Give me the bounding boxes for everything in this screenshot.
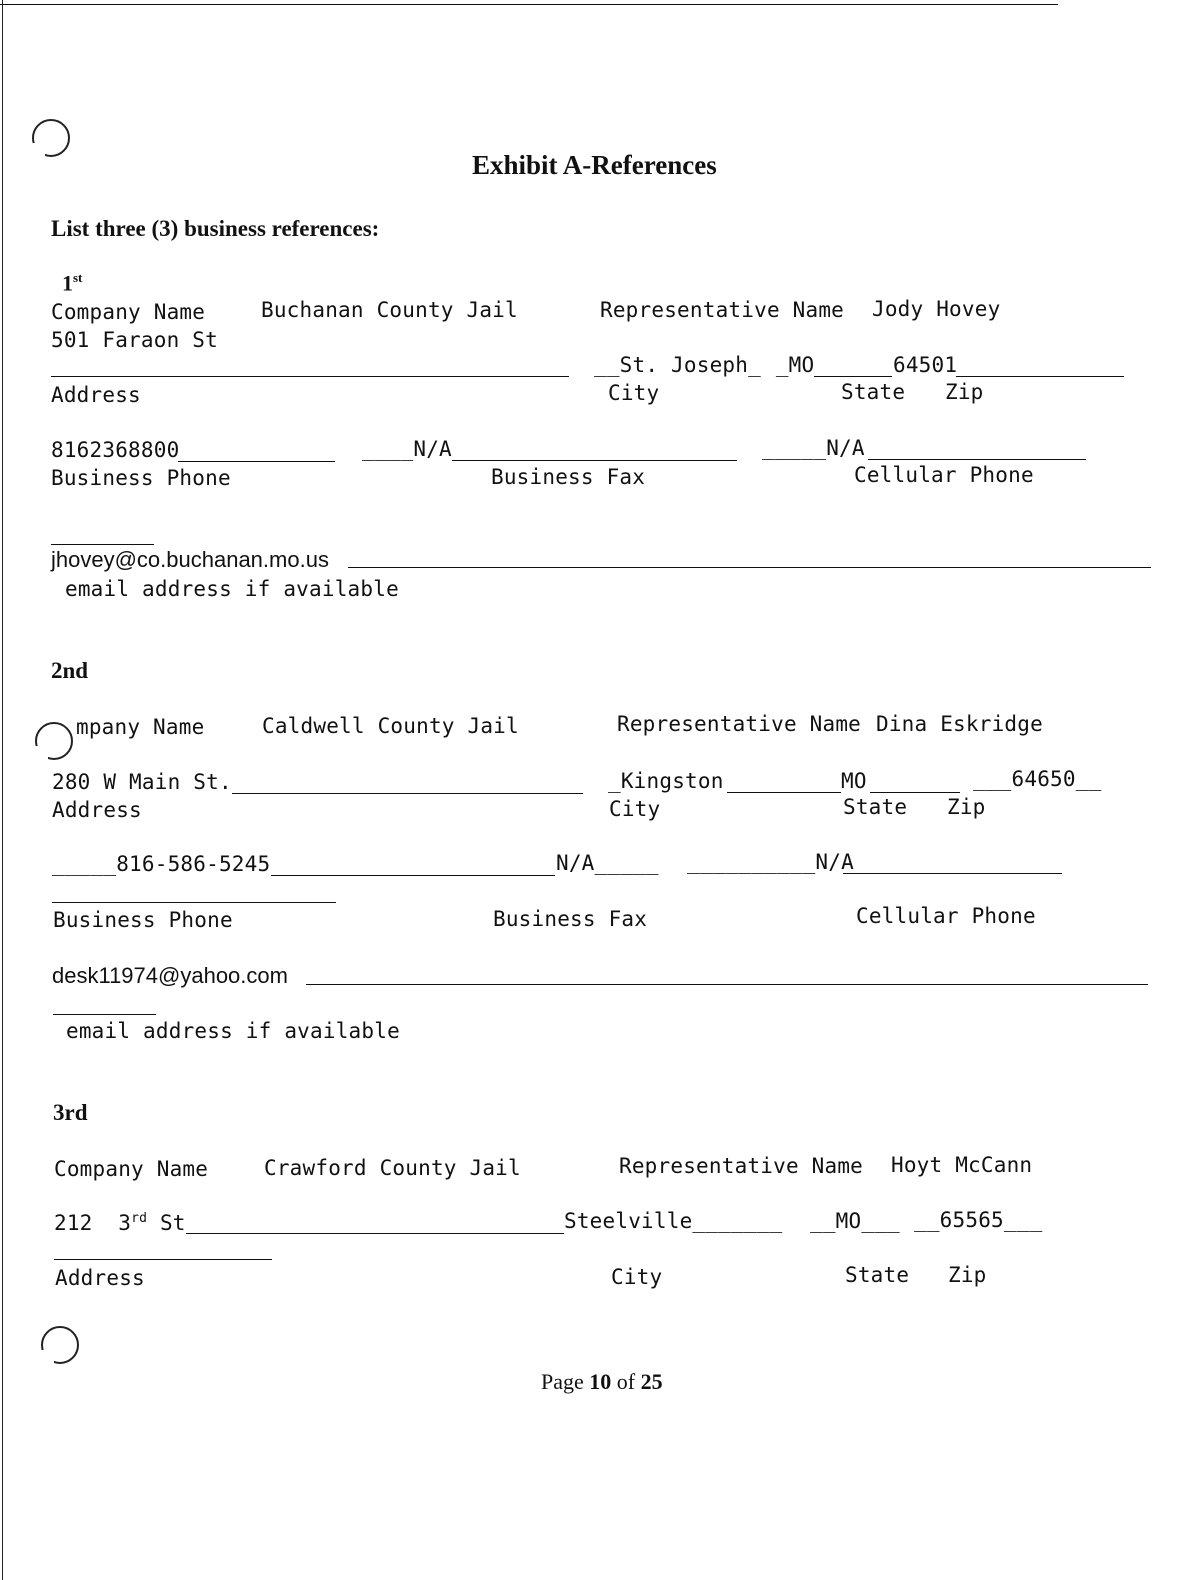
ref3-city-label: City [611,1265,663,1289]
ref2-cell-line [843,873,1062,874]
ref1-representative-label: Representative Name [600,298,845,322]
ref1-cell-label: Cellular Phone [854,463,1034,487]
ref2-phone-value[interactable]: _____816-586-5245 [52,852,271,876]
ref3-street-suffix: rd [131,1211,148,1226]
ref1-email-value[interactable]: jhovey@co.buchanan.mo.us [51,547,329,572]
page-number [541,1369,663,1395]
ref2-email-label: email address if available [66,1019,400,1043]
punch-hole-bottom [41,1326,79,1364]
ref1-phone-value[interactable]: 8162368800 [51,438,180,462]
ref1-city-value[interactable]: __St. Joseph_ [594,353,761,377]
punch-hole-middle [35,722,73,760]
instruction-text: List three (3) business references: [51,216,380,241]
page-of: of [611,1369,641,1394]
ref1-company-value[interactable]: Buchanan County Jail [261,298,518,322]
ref2-zip-label: Zip [947,795,986,819]
ref2-heading: 2nd [51,658,89,683]
ref3-address-label: Address [55,1266,145,1290]
ref3-city-value[interactable]: Steelville_______ [564,1209,783,1233]
ref2-city-value[interactable]: _Kingston [608,769,724,793]
ref1-address-label: Address [51,383,141,407]
ref3-address-short-line [54,1259,272,1260]
ref1-phone-line [178,461,335,462]
ref3-address-line [186,1233,564,1234]
ref3-zip-value[interactable]: __65565___ [914,1208,1043,1232]
ref2-zip-value[interactable]: ___64650__ [973,767,1102,791]
ref1-heading [51,244,82,296]
ref2-street-value[interactable]: 280 W Main St. [52,770,232,794]
ref3-representative-label: Representative Name [619,1154,864,1178]
ref1-email-line [348,567,1151,568]
ref2-state-value[interactable]: MO [841,769,867,793]
ref2-email-line [306,984,1148,985]
ref1-city-label: City [608,381,660,405]
ref3-company-value[interactable]: Crawford County Jail [264,1156,521,1180]
ref2-fax-label: Business Fax [493,907,648,931]
ref1-fax-label: Business Fax [491,465,646,489]
ref1-cell-line [868,459,1086,460]
page-current: 10 [589,1369,612,1394]
ref1-address-line [51,376,569,377]
page-prefix: Page [541,1369,590,1394]
ref2-email-value[interactable]: desk11974@yahoo.com [52,963,288,988]
ref3-street-num: 212 3 [54,1211,132,1235]
ref1-phone-label: Business Phone [51,466,231,490]
top-scan-edge [0,4,1058,5]
ref2-cell-label: Cellular Phone [856,904,1036,928]
ref1-fax-line [452,460,737,461]
punch-hole-top [32,119,70,157]
ref1-cell-value[interactable]: _____N/A [762,436,865,460]
ref2-address-label: Address [52,798,142,822]
ref1-heading-suffix: st [73,270,83,285]
ref2-phone-label: Business Phone [53,908,233,932]
ref1-representative-value[interactable]: Jody Hovey [872,297,1001,321]
ref2-representative-label: Representative Name [617,712,862,736]
ref3-state-value[interactable]: __MO___ [810,1209,900,1233]
ref2-cell-value[interactable]: __________N/A [687,850,854,874]
ref2-company-value[interactable]: Caldwell County Jail [262,714,519,738]
ref2-state-line [870,792,960,793]
ref1-street-value[interactable]: 501 Faraon St [51,328,218,352]
ref1-fax-value[interactable]: ____N/A [362,437,452,461]
page-total: 25 [640,1369,663,1394]
ref2-phone-line [271,875,555,876]
ref3-state-label: State [845,1263,910,1287]
ref1-state-label: State [841,380,906,404]
ref1-company-label: Company Name [51,300,206,324]
ref2-email-short-line [53,1014,156,1015]
ref1-email-short-line [51,544,154,545]
ref1-zip-label: Zip [945,380,984,404]
ref3-zip-label: Zip [948,1263,987,1287]
ref2-address-line [232,793,583,794]
ref2-fax-value[interactable]: N/A_____ [556,851,659,875]
ref3-street-rest: St [147,1211,186,1235]
left-scan-edge [2,0,3,1580]
ref2-city-label: City [609,797,661,821]
ref2-state-label: State [843,795,908,819]
ref2-company-label: mpany Name [76,715,205,739]
ref3-street-value[interactable] [54,1211,186,1235]
document-title: Exhibit A-References [472,150,717,180]
ref1-zip-line [956,376,1124,377]
ref2-representative-value[interactable]: Dina Eskridge [876,712,1043,736]
ref1-heading-num: 1 [62,270,73,296]
ref2-phone-underline [52,902,336,903]
ref3-company-label: Company Name [54,1157,209,1181]
ref3-heading: 3rd [53,1100,88,1125]
ref1-state-value[interactable]: _MO [763,353,815,377]
ref1-state-line [814,376,892,377]
ref1-zip-value[interactable]: 64501 [893,353,958,377]
ref3-representative-value[interactable]: Hoyt McCann [891,1153,1033,1177]
ref2-city-line [727,792,841,793]
ref1-email-label: email address if available [65,577,399,601]
